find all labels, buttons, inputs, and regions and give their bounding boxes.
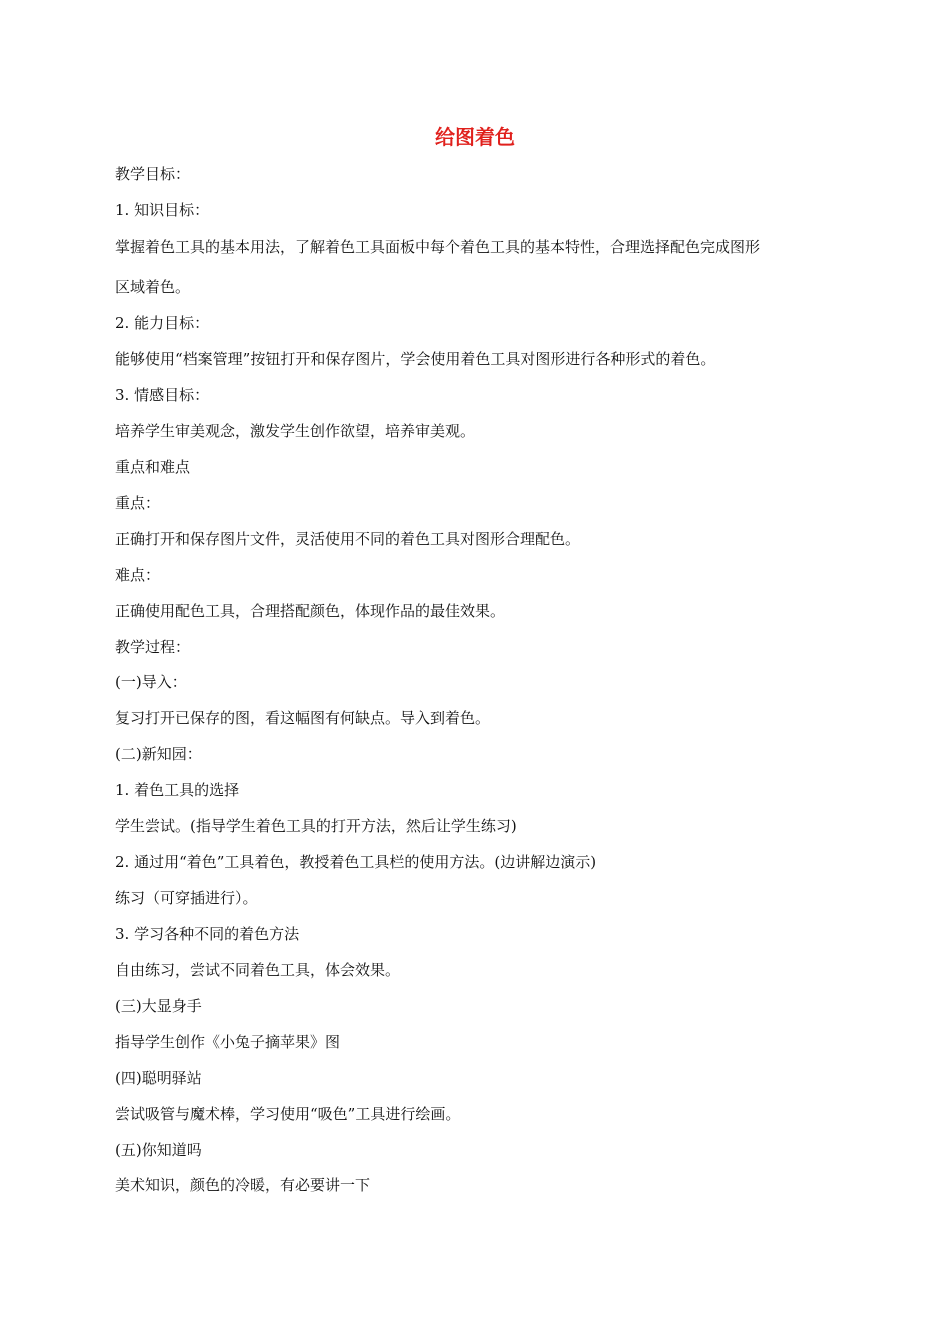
- document-title: 给图着色: [435, 125, 515, 149]
- section-2-item-2-text: 练习（可穿插进行）。: [115, 889, 258, 907]
- section-4-text: 尝试吸管与魔术棒，学习使用“吸色”工具进行绘画。: [115, 1105, 461, 1123]
- section-2-item-1: 1. 着色工具的选择: [115, 781, 240, 799]
- section-2-item-2: 2. 通过用“着色”工具着色，教授着色工具栏的使用方法。(边讲解边演示): [115, 853, 597, 871]
- section-3-text: 指导学生创作《小兔子摘苹果》图: [115, 1033, 341, 1051]
- key-points-text: 正确打开和保存图片文件，灵活使用不同的着色工具对图形合理配色。: [115, 530, 581, 548]
- section-2-item-3-text: 自由练习，尝试不同着色工具，体会效果。: [115, 961, 401, 979]
- section-2-heading: (二)新知园：: [115, 745, 202, 763]
- key-difficult-heading: 重点和难点: [115, 458, 191, 476]
- section-1-heading: (一)导入：: [115, 673, 187, 691]
- knowledge-goal-text-line-1: 掌握着色工具的基本用法，了解着色工具面板中每个着色工具的基本特性，合理选择配色完成图形: [115, 238, 761, 256]
- section-3-heading: (三)大显身手: [115, 997, 202, 1015]
- teaching-process-heading: 教学过程：: [115, 638, 191, 656]
- section-5-heading: (五)你知道吗: [115, 1141, 202, 1159]
- emotion-goal-heading: 3. 情感目标：: [115, 386, 210, 404]
- difficult-points-heading: 难点：: [115, 566, 161, 584]
- difficult-points-text: 正确使用配色工具，合理搭配颜色，体现作品的最佳效果。: [115, 602, 506, 620]
- emotion-goal-text: 培养学生审美观念，激发学生创作欲望，培养审美观。: [115, 422, 476, 440]
- section-2-item-3: 3. 学习各种不同的着色方法: [115, 925, 300, 943]
- knowledge-goal-text-line-2: 区域着色。: [115, 278, 191, 296]
- ability-goal-heading: 2. 能力目标：: [115, 314, 210, 332]
- section-4-heading: (四)聪明驿站: [115, 1069, 202, 1087]
- teaching-goals-heading: 教学目标：: [115, 165, 191, 183]
- section-5-text: 美术知识，颜色的冷暖，有必要讲一下: [115, 1176, 371, 1194]
- ability-goal-text: 能够使用“档案管理”按钮打开和保存图片，学会使用着色工具对图形进行各种形式的着色。: [115, 350, 716, 368]
- section-1-text: 复习打开已保存的图，看这幅图有何缺点。导入到着色。: [115, 709, 491, 727]
- knowledge-goal-heading: 1. 知识目标：: [115, 201, 210, 219]
- key-points-heading: 重点：: [115, 494, 161, 512]
- section-2-item-1-text: 学生尝试。(指导学生着色工具的打开方法，然后让学生练习): [115, 817, 517, 835]
